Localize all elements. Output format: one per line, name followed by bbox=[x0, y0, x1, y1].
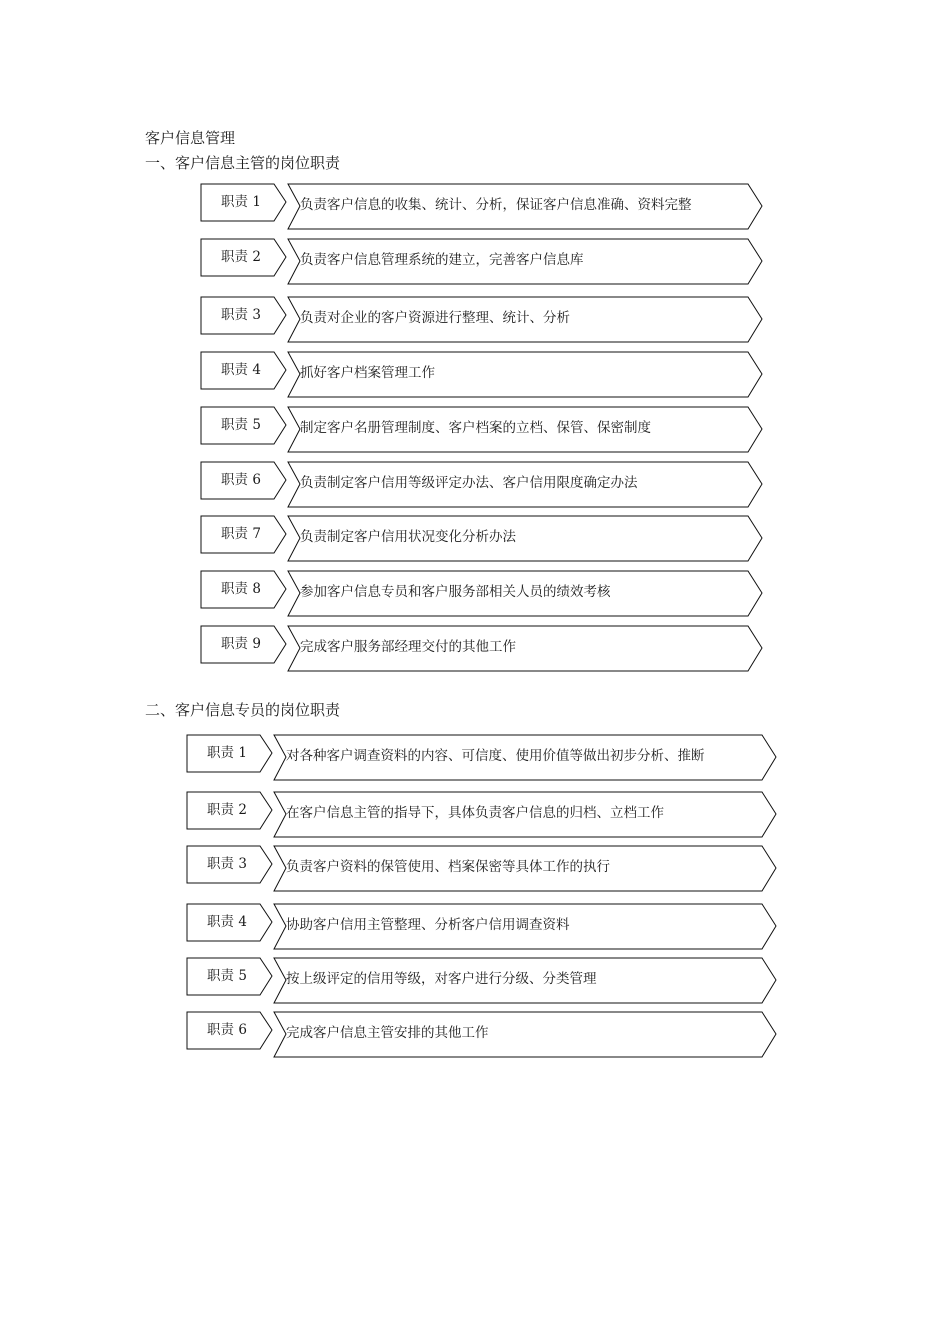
duty-description: 在客户信息主管的指导下，具体负责客户信息的归档、立档工作 bbox=[286, 805, 664, 821]
duty-label: 职责 9 bbox=[221, 636, 261, 652]
duty-description: 按上级评定的信用等级，对客户进行分级、分类管理 bbox=[286, 971, 597, 987]
duty-description: 参加客户信息专员和客户服务部相关人员的绩效考核 bbox=[300, 584, 611, 600]
duty-description: 协助客户信用主管整理、分析客户信用调查资料 bbox=[286, 917, 570, 933]
duty-row bbox=[200, 351, 750, 399]
duty-label: 职责 2 bbox=[221, 249, 261, 265]
duty-description: 负责制定客户信用等级评定办法、客户信用限度确定办法 bbox=[300, 475, 638, 491]
duty-label: 职责 2 bbox=[207, 802, 247, 818]
duty-label: 职责 6 bbox=[221, 472, 261, 488]
duty-label: 职责 4 bbox=[221, 362, 261, 378]
duty-row bbox=[200, 238, 750, 286]
duty-row bbox=[200, 515, 750, 563]
duty-label: 职责 1 bbox=[207, 745, 247, 761]
duty-description: 负责制定客户信用状况变化分析办法 bbox=[300, 529, 516, 545]
duty-label: 职责 4 bbox=[207, 914, 247, 930]
duty-row bbox=[186, 957, 766, 1005]
duty-description: 完成客户服务部经理交付的其他工作 bbox=[300, 639, 516, 655]
duty-label: 职责 7 bbox=[221, 526, 261, 542]
section-heading: 一、客户信息主管的岗位职责 bbox=[145, 154, 341, 172]
duty-label: 职责 3 bbox=[207, 856, 247, 872]
duty-label: 职责 8 bbox=[221, 581, 261, 597]
duty-description: 制定客户名册管理制度、客户档案的立档、保管、保密制度 bbox=[300, 420, 651, 436]
duty-label: 职责 5 bbox=[221, 417, 261, 433]
duty-description: 对各种客户调查资料的内容、可信度、使用价值等做出初步分析、推断 bbox=[286, 748, 705, 764]
duty-arrow-shapes bbox=[200, 351, 762, 399]
duty-row bbox=[200, 406, 750, 454]
duty-label: 职责 1 bbox=[221, 194, 261, 210]
duty-description: 完成客户信息主管安排的其他工作 bbox=[286, 1025, 489, 1041]
duty-label: 职责 6 bbox=[207, 1022, 247, 1038]
duty-description: 负责客户信息的收集、统计、分析，保证客户信息准确、资料完整 bbox=[300, 197, 692, 213]
section-heading: 二、客户信息专员的岗位职责 bbox=[145, 701, 341, 719]
duty-description: 负责对企业的客户资源进行整理、统计、分析 bbox=[300, 310, 570, 326]
duty-row bbox=[186, 734, 766, 782]
duty-row bbox=[186, 903, 766, 951]
duty-row bbox=[200, 461, 750, 509]
duty-row bbox=[200, 296, 750, 344]
duty-row bbox=[200, 625, 750, 673]
duty-row bbox=[186, 1011, 766, 1059]
duty-description: 负责客户信息管理系统的建立，完善客户信息库 bbox=[300, 252, 584, 268]
duty-row bbox=[186, 845, 766, 893]
duty-row bbox=[200, 183, 750, 231]
duty-description: 抓好客户档案管理工作 bbox=[300, 365, 435, 381]
document-title: 客户信息管理 bbox=[145, 129, 236, 147]
duty-label: 职责 5 bbox=[207, 968, 247, 984]
duty-label: 职责 3 bbox=[221, 307, 261, 323]
duty-description: 负责客户资料的保管使用、档案保密等具体工作的执行 bbox=[286, 859, 610, 875]
duty-row bbox=[186, 791, 766, 839]
duty-row bbox=[200, 570, 750, 618]
